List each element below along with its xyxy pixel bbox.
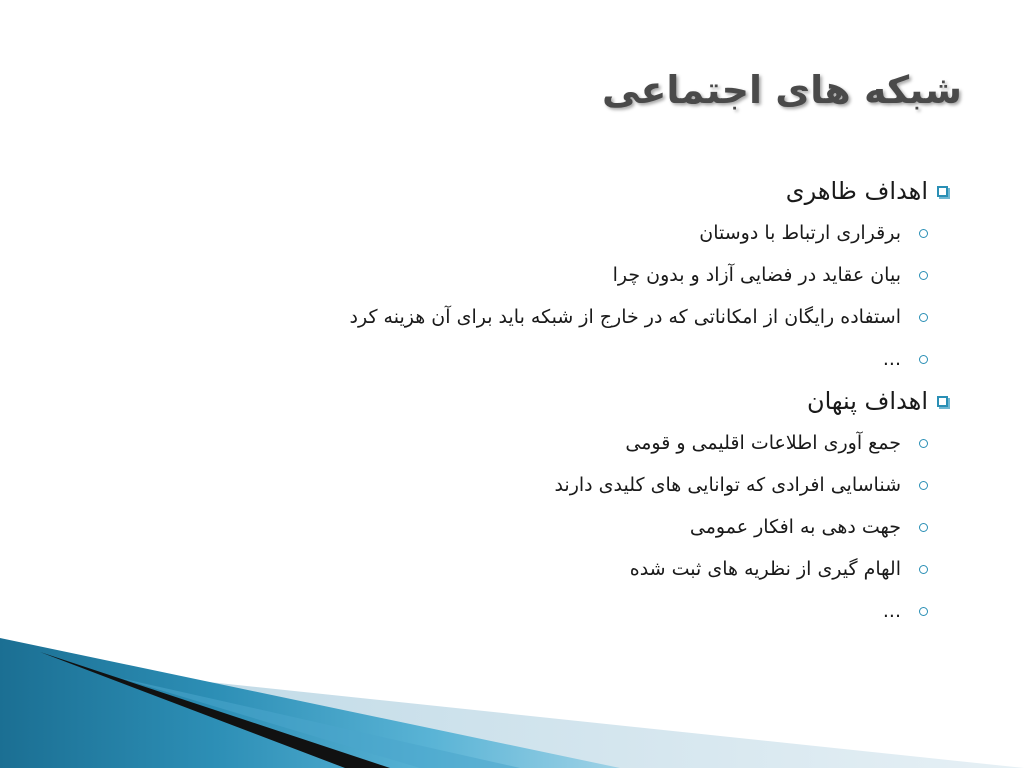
circle-bullet-icon xyxy=(919,439,928,448)
circle-bullet-icon xyxy=(919,271,928,280)
list-item-text: ... xyxy=(882,600,901,622)
circle-bullet-icon xyxy=(919,313,928,322)
section-heading-row xyxy=(150,170,950,212)
decorative-wave-graphic xyxy=(0,638,1024,768)
list-item-text: ... xyxy=(882,348,901,370)
list-item xyxy=(150,296,950,338)
list-item-text: الهام گیری از نظریه های ثبت شده xyxy=(629,558,901,580)
section-heading: اهداف پنهان xyxy=(806,387,928,415)
section-heading: اهداف ظاهری xyxy=(785,177,928,205)
list-item xyxy=(150,590,950,632)
circle-bullet-icon xyxy=(919,523,928,532)
list-item xyxy=(150,338,950,380)
circle-bullet-icon xyxy=(919,565,928,574)
list-item-text: شناسایی افرادی که توانایی های کلیدی دارند xyxy=(554,474,901,496)
list-item xyxy=(150,212,950,254)
circle-bullet-icon xyxy=(919,355,928,364)
list-item xyxy=(150,506,950,548)
section-visible-goals xyxy=(150,170,950,380)
list-item-text: جمع آوری اطلاعات اقلیمی و قومی xyxy=(625,432,901,454)
list-item xyxy=(150,422,950,464)
slide-title: شبکه های اجتماعی xyxy=(602,68,962,112)
circle-bullet-icon xyxy=(919,481,928,490)
circle-bullet-icon xyxy=(919,229,928,238)
list-item xyxy=(150,464,950,506)
square-bullet-icon xyxy=(937,396,948,407)
list-item-text: جهت دهی به افکار عمومی xyxy=(689,516,901,538)
circle-bullet-icon xyxy=(919,607,928,616)
list-item-text: بیان عقاید در فضایی آزاد و بدون چرا xyxy=(612,264,901,286)
list-item-text: استفاده رایگان از امکاناتی که در خارج از شبکه باید برای آن هزینه کرد xyxy=(349,306,901,328)
list-item xyxy=(150,254,950,296)
square-bullet-icon xyxy=(937,186,948,197)
list-item-text: برقراری ارتباط با دوستان xyxy=(699,222,901,244)
slide-content xyxy=(150,170,950,632)
section-hidden-goals xyxy=(150,380,950,632)
section-heading-row xyxy=(150,380,950,422)
list-item xyxy=(150,548,950,590)
